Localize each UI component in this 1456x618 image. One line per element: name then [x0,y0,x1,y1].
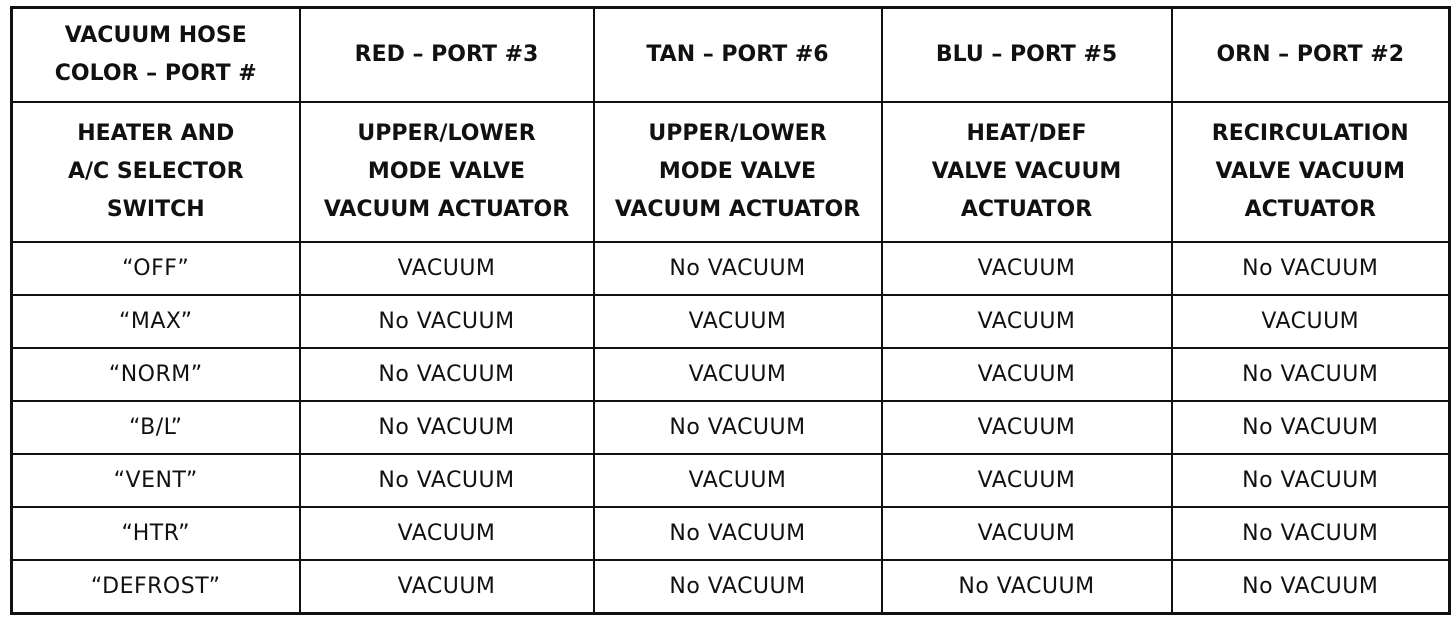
subheader-cell-selector-switch: HEATER AND A/C SELECTOR SWITCH [12,102,300,242]
subheader-row [12,102,1450,242]
table-cell: No VACUUM [594,242,882,295]
table-cell: No VACUUM [882,560,1172,614]
table-cell: No VACUUM [594,560,882,614]
table-cell: No VACUUM [1172,560,1450,614]
table-cell: No VACUUM [1172,401,1450,454]
table-row [12,454,1450,507]
table-cell: No VACUUM [594,507,882,560]
table-row [12,401,1450,454]
table-cell: VACUUM [882,242,1172,295]
table-cell: No VACUUM [300,401,594,454]
table-cell: No VACUUM [300,454,594,507]
subheader-cell-red-actuator: UPPER/LOWER MODE VALVE VACUUM ACTUATOR [300,102,594,242]
switch-position-cell: “NORM” [12,348,300,401]
table-cell: VACUUM [882,507,1172,560]
table-cell: No VACUUM [300,348,594,401]
table-cell: No VACUUM [1172,507,1450,560]
table-cell: VACUUM [300,560,594,614]
table-cell: VACUUM [594,454,882,507]
table-cell: VACUUM [594,295,882,348]
table-cell: VACUUM [1172,295,1450,348]
subheader-cell-blu-actuator: HEAT/DEF VALVE VACUUM ACTUATOR [882,102,1172,242]
switch-position-cell: “B/L” [12,401,300,454]
table-row [12,560,1450,614]
header-cell-orn-port: ORN – PORT #2 [1172,8,1450,103]
subheader-cell-tan-actuator: UPPER/LOWER MODE VALVE VACUUM ACTUATOR [594,102,882,242]
table-cell: VACUUM [882,295,1172,348]
table-cell: No VACUUM [1172,242,1450,295]
header-cell-hose-color: VACUUM HOSE COLOR – PORT # [12,8,300,103]
table-cell: VACUUM [882,401,1172,454]
table-cell: VACUUM [594,348,882,401]
header-cell-tan-port: TAN – PORT #6 [594,8,882,103]
subheader-cell-orn-actuator: RECIRCULATION VALVE VACUUM ACTUATOR [1172,102,1450,242]
table-cell: No VACUUM [594,401,882,454]
table-row [12,295,1450,348]
switch-position-cell: “HTR” [12,507,300,560]
switch-position-cell: “MAX” [12,295,300,348]
table-cell: VACUUM [882,454,1172,507]
switch-position-cell: “OFF” [12,242,300,295]
vacuum-port-table [10,6,1451,615]
header-cell-blu-port: BLU – PORT #5 [882,8,1172,103]
header-row [12,8,1450,103]
table-cell: No VACUUM [1172,454,1450,507]
table-cell: No VACUUM [1172,348,1450,401]
table-row [12,348,1450,401]
table-cell: No VACUUM [300,295,594,348]
switch-position-cell: “DEFROST” [12,560,300,614]
table-cell: VACUUM [300,242,594,295]
header-cell-red-port: RED – PORT #3 [300,8,594,103]
switch-position-cell: “VENT” [12,454,300,507]
table-row [12,507,1450,560]
table-cell: VACUUM [300,507,594,560]
table-cell: VACUUM [882,348,1172,401]
table-row [12,242,1450,295]
